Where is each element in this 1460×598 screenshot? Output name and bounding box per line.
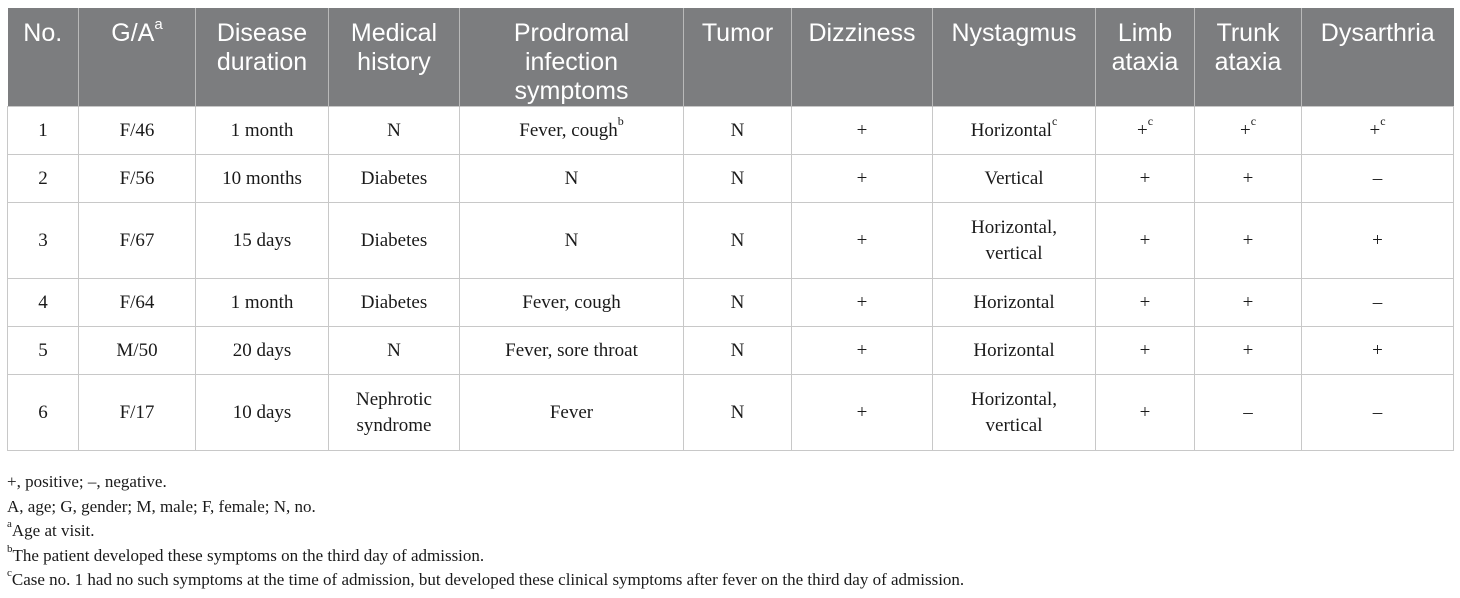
- header-nystagmus: Nystagmus: [933, 8, 1096, 107]
- cell-disease-duration: [196, 155, 329, 203]
- cell-text: Vertical: [984, 167, 1044, 189]
- cell-prodromal-symptoms: [460, 279, 684, 327]
- cell-text: +: [856, 119, 868, 141]
- cell-text: 6: [38, 401, 48, 423]
- cell-text: +: [1242, 339, 1254, 361]
- cell-text: –: [1372, 291, 1383, 313]
- table-container: [7, 8, 1453, 451]
- cell-text: F/67: [119, 229, 155, 251]
- header-dizziness: Dizziness: [792, 8, 933, 107]
- footnote-marker: c: [7, 567, 12, 580]
- cell-nystagmus: [933, 155, 1096, 203]
- cell-text: Horizontal, vertical: [970, 216, 1057, 264]
- cell-text: N: [564, 229, 579, 251]
- header-trunk-ataxia: Trunk ataxia: [1195, 8, 1302, 107]
- cell-text: +: [1372, 229, 1383, 251]
- cell-trunk-ataxia: [1195, 279, 1302, 327]
- cell-no: [8, 155, 79, 203]
- cell-text: –: [1243, 401, 1253, 423]
- table-row: [8, 203, 1454, 279]
- cell-text: N: [730, 401, 745, 423]
- cell-text: +: [856, 167, 868, 189]
- cell-text: +: [1369, 119, 1381, 141]
- cell-text: +: [856, 291, 868, 313]
- cell-dysarthria: [1302, 375, 1454, 451]
- cell-text: 10 days: [232, 401, 292, 423]
- cell-trunk-ataxia: [1195, 327, 1302, 375]
- cell-text: +: [856, 339, 868, 361]
- footnote: [7, 568, 1447, 593]
- table-row: [8, 327, 1454, 375]
- cell-limb-ataxia: [1096, 155, 1195, 203]
- cell-disease-duration: [196, 279, 329, 327]
- cell-text: 15 days: [232, 229, 292, 251]
- header-tumor: Tumor: [684, 8, 792, 107]
- cell-text: +: [1139, 339, 1151, 361]
- cell-text: 3: [38, 229, 48, 251]
- header-no: No.: [8, 8, 79, 107]
- table-row: [8, 107, 1454, 155]
- cell-prodromal-symptoms: [460, 327, 684, 375]
- cell-gender-age: [79, 279, 196, 327]
- cell-text: N: [730, 119, 745, 141]
- cell-dysarthria: [1302, 107, 1454, 155]
- cell-nystagmus: [933, 203, 1096, 279]
- cell-text: +: [1372, 339, 1383, 361]
- cell-text: –: [1372, 167, 1383, 189]
- cell-tumor: [684, 327, 792, 375]
- cell-gender-age: [79, 203, 196, 279]
- cell-text: 20 days: [232, 339, 292, 361]
- cell-text: +: [1136, 119, 1148, 141]
- cell-text: 5: [38, 339, 48, 361]
- cell-limb-ataxia: [1096, 203, 1195, 279]
- cell-disease-duration: [196, 327, 329, 375]
- cell-medical-history: [329, 375, 460, 451]
- cell-dizziness: [792, 155, 933, 203]
- cell-trunk-ataxia: [1195, 203, 1302, 279]
- cell-text: Horizontal: [973, 339, 1055, 361]
- cell-text: N: [387, 119, 401, 141]
- cell-dizziness: [792, 279, 933, 327]
- cell-text: Horizontal: [970, 119, 1052, 141]
- cell-tumor: [684, 107, 792, 155]
- cell-no: [8, 375, 79, 451]
- cell-text: N: [730, 167, 745, 189]
- cell-text: Fever, cough: [522, 291, 621, 313]
- cell-prodromal-symptoms: [460, 375, 684, 451]
- cell-text: N: [730, 229, 745, 251]
- cell-gender-age: [79, 327, 196, 375]
- cell-no: [8, 327, 79, 375]
- cell-limb-ataxia: [1096, 375, 1195, 451]
- cell-medical-history: [329, 279, 460, 327]
- cell-dizziness: [792, 107, 933, 155]
- cell-tumor: [684, 203, 792, 279]
- cell-nystagmus: [933, 327, 1096, 375]
- footnote-text: +, positive; –, negative.: [7, 472, 167, 491]
- cell-dysarthria: [1302, 155, 1454, 203]
- cell-medical-history: [329, 327, 460, 375]
- cell-text: Diabetes: [360, 229, 428, 251]
- cell-dysarthria: [1302, 203, 1454, 279]
- cell-text: Diabetes: [360, 167, 428, 189]
- cell-limb-ataxia: [1096, 279, 1195, 327]
- cell-prodromal-symptoms: [460, 155, 684, 203]
- cell-gender-age: [79, 375, 196, 451]
- header-disease-duration: Disease duration: [196, 8, 329, 107]
- table-row: [8, 155, 1454, 203]
- footnote-text: The patient developed these symptoms on the third day of admission.: [12, 545, 485, 565]
- footnote-text: Case no. 1 had no such symptoms at the time of admission, but developed these clinical symptoms after fever on the third day of admission.: [11, 570, 965, 589]
- footnote-marker: c: [1147, 114, 1154, 129]
- cell-text: +: [1139, 167, 1151, 189]
- cell-nystagmus: [933, 375, 1096, 451]
- cell-no: [8, 107, 79, 155]
- cell-tumor: [684, 155, 792, 203]
- cell-text: N: [730, 291, 745, 313]
- cell-medical-history: [329, 155, 460, 203]
- cell-text: N: [730, 339, 745, 361]
- cell-text: Horizontal, vertical: [970, 388, 1057, 436]
- header-limb-ataxia: Limb ataxia: [1096, 8, 1195, 107]
- footnote: [7, 470, 1447, 495]
- cell-medical-history: [329, 107, 460, 155]
- footnote-text: A, age; G, gender; M, male; F, female; N, no.: [7, 496, 316, 516]
- cell-dysarthria: [1302, 279, 1454, 327]
- cell-text: Diabetes: [360, 291, 428, 313]
- cell-text: +: [1139, 229, 1151, 251]
- cell-text: Nephrotic syndrome: [356, 388, 432, 436]
- header-prodromal-symptoms: Prodromal infection symptoms: [460, 8, 684, 107]
- cell-no: [8, 279, 79, 327]
- table-footnotes: [7, 470, 1447, 593]
- header-row: [8, 8, 1454, 107]
- cell-text: Fever: [549, 401, 594, 423]
- cell-dizziness: [792, 203, 933, 279]
- header-medical-history: Medical history: [329, 8, 460, 107]
- cell-text: 1 month: [230, 291, 294, 313]
- cell-dysarthria: [1302, 327, 1454, 375]
- cell-text: M/50: [116, 339, 158, 361]
- cell-no: [8, 203, 79, 279]
- footnote-marker: b: [7, 542, 13, 555]
- cell-prodromal-symptoms: [460, 203, 684, 279]
- footnote-marker: a: [7, 518, 12, 531]
- cell-gender-age: [79, 107, 196, 155]
- cell-prodromal-symptoms: [460, 107, 684, 155]
- footnote: [7, 495, 1447, 520]
- footnote: [7, 544, 1447, 569]
- cell-nystagmus: [933, 107, 1096, 155]
- cell-tumor: [684, 279, 792, 327]
- cell-text: F/46: [119, 119, 155, 141]
- cell-text: N: [564, 167, 579, 189]
- cell-text: Fever, cough: [519, 119, 618, 141]
- cell-text: 4: [38, 291, 48, 313]
- cell-text: +: [1242, 167, 1254, 189]
- cell-tumor: [684, 375, 792, 451]
- cell-dizziness: [792, 375, 933, 451]
- cell-disease-duration: [196, 375, 329, 451]
- footnote-marker: c: [1380, 114, 1386, 129]
- cell-limb-ataxia: [1096, 107, 1195, 155]
- header-dysarthria: Dysarthria: [1302, 8, 1454, 107]
- cell-text: Fever, sore throat: [505, 339, 638, 361]
- cell-text: 1: [38, 119, 48, 141]
- cell-text: F/56: [119, 167, 155, 189]
- footnote-text: Age at visit.: [11, 521, 95, 540]
- cell-trunk-ataxia: [1195, 375, 1302, 451]
- cell-text: +: [1242, 291, 1254, 313]
- cell-nystagmus: [933, 279, 1096, 327]
- cell-text: +: [856, 401, 868, 423]
- cell-limb-ataxia: [1096, 327, 1195, 375]
- table-row: [8, 279, 1454, 327]
- cell-disease-duration: [196, 107, 329, 155]
- cell-gender-age: [79, 155, 196, 203]
- cell-text: N: [387, 339, 401, 361]
- cell-text: +: [1139, 401, 1151, 423]
- cell-text: 2: [38, 167, 48, 189]
- footnote: [7, 519, 1447, 544]
- clinical-features-table: [7, 8, 1454, 451]
- cell-trunk-ataxia: [1195, 155, 1302, 203]
- cell-text: +: [1242, 229, 1254, 251]
- footnote-marker: c: [1250, 114, 1257, 129]
- cell-text: +: [1139, 291, 1151, 313]
- cell-text: Horizontal: [973, 291, 1055, 313]
- cell-text: 10 months: [222, 167, 302, 189]
- cell-text: –: [1372, 401, 1383, 423]
- cell-text: F/64: [119, 291, 155, 313]
- cell-disease-duration: [196, 203, 329, 279]
- header-gender-age: $G/A^a$: [79, 8, 196, 107]
- cell-trunk-ataxia: [1195, 107, 1302, 155]
- table-row: [8, 375, 1454, 451]
- cell-text: +: [856, 229, 868, 251]
- cell-medical-history: [329, 203, 460, 279]
- footnote-marker: b: [617, 114, 624, 129]
- cell-dizziness: [792, 327, 933, 375]
- cell-text: 1 month: [230, 119, 294, 141]
- cell-text: F/17: [119, 401, 155, 423]
- footnote-marker: c: [1051, 114, 1058, 129]
- cell-text: +: [1239, 119, 1251, 141]
